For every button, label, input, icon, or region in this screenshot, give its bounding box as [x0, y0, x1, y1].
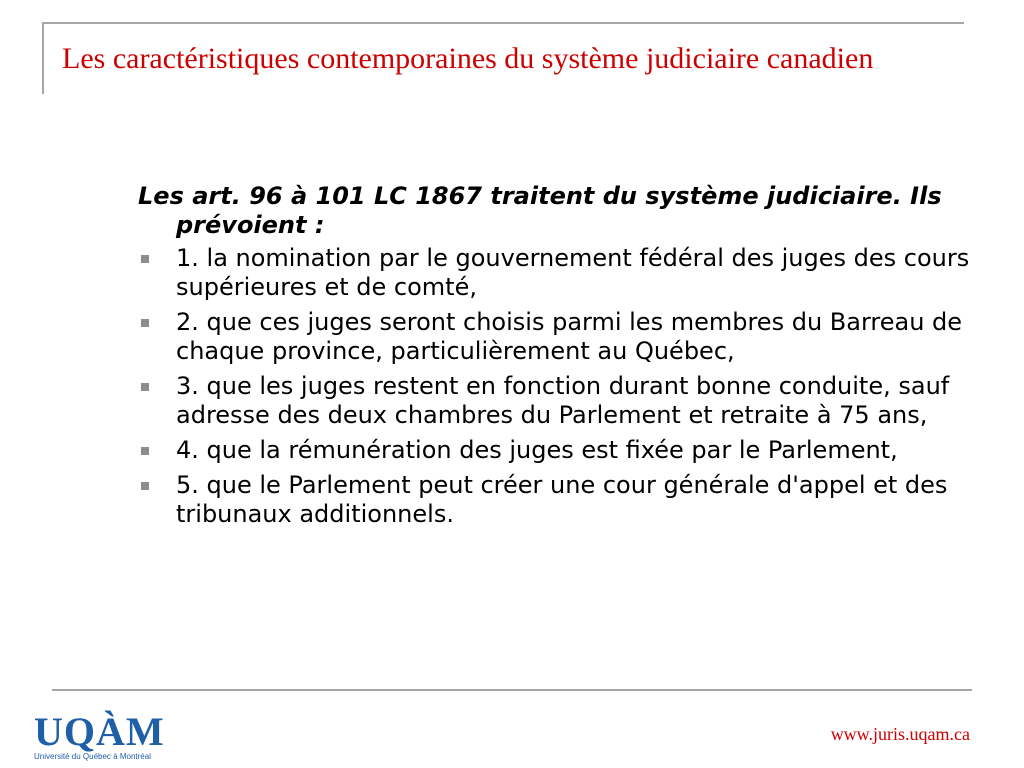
top-divider — [42, 22, 964, 24]
list-item-text: 2. que ces juges seront choisis parmi les membres du Barreau de chaque province, particulièrement au Québec, — [176, 308, 963, 365]
square-bullet-icon — [141, 447, 149, 455]
intro-text: Les art. 96 à 101 LC 1867 traitent du système judiciaire. Ils prévoient : — [138, 182, 942, 239]
list-item — [138, 436, 998, 465]
logo-wordmark: UQÀM — [34, 709, 165, 754]
list-item — [138, 372, 998, 430]
list-item — [138, 244, 998, 302]
square-bullet-icon — [141, 383, 149, 391]
bullet-list — [138, 244, 998, 529]
list-item-text: 5. que le Parlement peut créer une cour générale d'appel et des tribunaux additionnels. — [176, 471, 948, 528]
uqam-logo — [34, 709, 165, 764]
slide-title: Les caractéristiques contemporaines du système judiciaire canadien — [62, 42, 874, 75]
list-item-text: 3. que les juges restent en fonction durant bonne conduite, sauf adresse des deux chambres du Parlement et retraite à 75 ans, — [176, 372, 950, 429]
list-item-text: 4. que la rémunération des juges est fixée par le Parlement, — [176, 436, 898, 464]
list-item — [138, 308, 998, 366]
bottom-divider — [52, 689, 972, 691]
square-bullet-icon — [141, 255, 149, 263]
list-item-text: 1. la nomination par le gouvernement fédéral des juges des cours supérieures et de comté, — [176, 244, 970, 301]
left-divider — [42, 22, 44, 94]
website-url[interactable]: www.juris.uqam.ca — [830, 724, 970, 744]
logo-subtitle: Université du Québec à Montréal — [34, 752, 151, 761]
slide-body — [138, 182, 998, 535]
list-item — [138, 471, 998, 529]
square-bullet-icon — [141, 482, 149, 490]
square-bullet-icon — [141, 319, 149, 327]
